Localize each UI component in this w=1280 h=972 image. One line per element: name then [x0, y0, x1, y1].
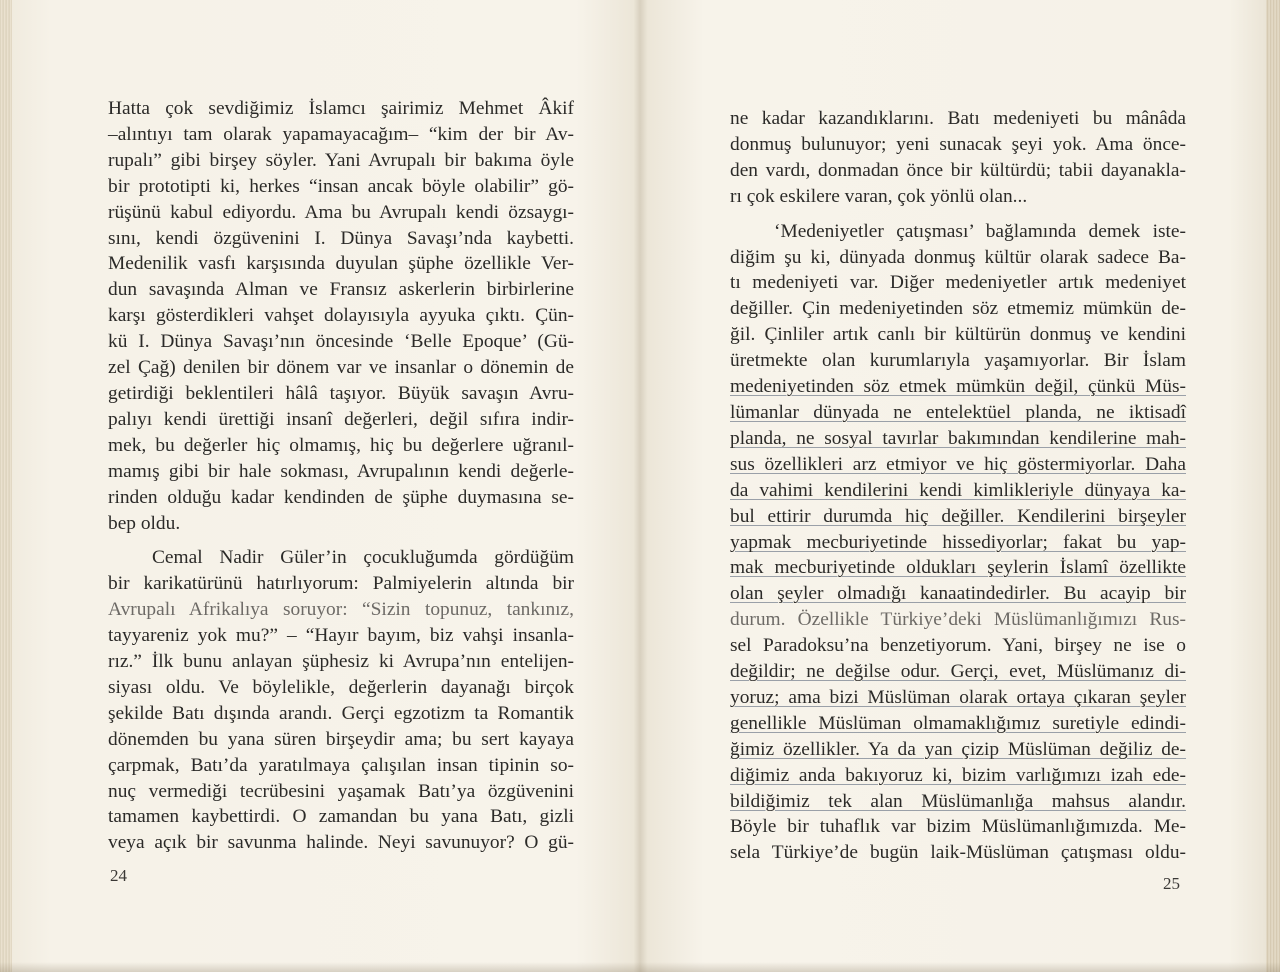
text-line: dun savaşında Alman ve Fransız askerlerin birbirlerine [108, 279, 574, 301]
right-page-edges [1266, 0, 1280, 972]
text-line: planda, ne sosyal tavırlar bakımından kendilerine mah- [730, 427, 1186, 449]
right-page-number: 25 [1163, 874, 1180, 893]
text-line: bul ettirir durumda hiç değiller. Kendilerini birşeyler [730, 505, 1186, 527]
text-line: rüşünü kabul ediyordu. Ama bu Avrupalı kendi özsaygı- [108, 201, 574, 223]
text-line: rız.” İlk bunu anlayan şüphesiz ki Avrupa’nın entelijen- [108, 651, 574, 673]
left-page-number: 24 [110, 866, 127, 885]
text-line: yapmak mecburiyetinde hissediyorlar; fakat bu yap- [730, 531, 1186, 553]
text-line: getirdiği beklentileri hâlâ taşıyor. Büyük savaşın Avru- [108, 382, 574, 404]
left-paragraph-2 [108, 545, 574, 856]
text-line: rinden olduğu kadar kendinden de şüphe duymasına se- [108, 486, 574, 508]
text-line: rupalı” gibi birşey söyler. Yani Avrupalı bir bakıma öyle [108, 149, 574, 171]
text-line: bep oldu. [108, 512, 181, 534]
text-line: Medenilik vasfı karşısında duyulan şüphe özellikle Ver- [108, 253, 574, 275]
text-line: şekilde Batı dışında arandı. Gerçi egzotizm ta Romantik [108, 702, 574, 724]
text-line: ğil. Çinliler artık canlı bir kültürün donmuş ve kendini [730, 324, 1186, 346]
text-line: durum. Özellikle Türkiye’deki Müslümanlığımızı Rus- [730, 609, 1186, 631]
text-line: veya açık bir savunma halinde. Neyi savunuyor? O gü- [108, 832, 574, 854]
text-line: sela Türkiye’de bugün laik-Müslüman çatışması oldu- [730, 842, 1186, 864]
text-line: değildir; ne değilse odur. Gerçi, evet, Müslümanız di- [730, 661, 1186, 683]
text-line: bildiğimiz tek alan Müslümanlığa mahsus alandır. [730, 790, 1186, 812]
text-line: mamış gibi bir hale sokması, Avrupalının kendi değerle- [108, 460, 574, 482]
left-paragraph-1 [108, 96, 574, 536]
text-line: ğimiz özellikler. Ya da yan çizip Müslüman değiliz de- [730, 738, 1186, 760]
text-line: dönemden bu yana süren birşeydir ama; bu sert kayaya [108, 728, 574, 750]
text-line: –alıntıyı tam olarak yapamayacağım– “kim der bir Av- [108, 123, 574, 145]
text-line: ne kadar kazandıklarını. Batı medeniyeti bu mânâda [730, 108, 1186, 129]
text-line: mek, bu değerler hiç olmamış, hiç bu değerlere uğranıl- [108, 434, 574, 456]
text-line: sını, kendi özgüvenini I. Dünya Savaşı’nda kaybetti. [108, 227, 574, 249]
text-line: Avrupalı Afrikalıya soruyor: “Sizin topunuz, tankınız, [108, 599, 574, 621]
left-page-edges [0, 0, 12, 972]
text-line: genellikle Müslüman olmamaklığımız suretiyle edindi- [730, 712, 1186, 734]
text-line: nuç vermediği tecrübesini yaşamak Batı’ya özgüvenini [108, 780, 574, 802]
right-page-text [730, 106, 1186, 866]
text-line: zel Çağ) denilen bir dönem var ve insanlar o dönemin de [108, 357, 574, 379]
text-line: değiller. Çin medeniyetinden söz etmemiz mümkün de- [730, 298, 1186, 320]
bottom-shadow [0, 962, 1280, 972]
text-line: mak mecburiyetinde oldukları şeylerin İslamî özellikte [730, 557, 1186, 579]
left-page-text [108, 96, 574, 856]
text-line: üretmekte olan kurumlarıyla yaşamıyorlar. Bir İslam [730, 350, 1186, 372]
text-line: bir prototipti ki, herkes “insan ancak böyle olabilir” gö- [108, 175, 574, 197]
text-line: bir karikatürünü hatırlıyorum: Palmiyelerin altında bir [108, 573, 574, 595]
text-line: kü I. Dünya Savaşı’nın öncesinde ‘Belle Epoque’ (Gü- [108, 331, 574, 353]
text-line: sel Paradoksu’na benzetiyorum. Yani, birşey ne ise o [730, 635, 1186, 657]
text-line: sus özellikleri arz etmiyor ve hiç göstermiyorlar. Daha [730, 453, 1186, 475]
text-line: diğimiz anda bakıyoruz ki, bizim varlığımızı izah ede- [730, 764, 1186, 786]
text-line: karşı gösterdikleri vahşet dolayısıyla ayyuka çıktı. Çün- [108, 305, 574, 327]
text-line: olan şeyler olmadığı kanaatindedirler. Bu acayip bir [730, 583, 1186, 605]
text-line: tayyareniz yok mu?” – “Hayır bayım, biz vahşi insanla- [108, 625, 574, 647]
text-line: medeniyetinden söz etmek mümkün değil, çünkü Müs- [730, 376, 1186, 398]
text-line: diğim şu ki, dünyada donmuş kültür olarak sadece Ba- [730, 246, 1186, 268]
right-paragraph-1 [730, 106, 1186, 210]
text-line: den vardı, donmadan önce bir kültürdü; tabii dayanakla- [730, 159, 1186, 181]
text-line: tı medeniyeti var. Diğer medeniyetler artık medeniyet [730, 272, 1186, 294]
text-line: lümanlar dünyada ne entelektüel planda, ne iktisadî [730, 401, 1186, 423]
right-paragraph-2 [730, 219, 1186, 867]
text-line: donmuş bulunuyor; yeni sunacak şeyi yok. Ama önce- [730, 133, 1186, 155]
text-line: Cemal Nadir Güler’in çocukluğumda gördüğüm [152, 547, 574, 569]
text-line: ‘Medeniyetler çatışması’ bağlamında demek iste- [774, 220, 1186, 242]
text-line: Böyle bir tuhaflık var bizim Müslümanlığımızda. Me- [730, 816, 1186, 838]
text-line: siyası oldu. Ve böylelikle, değerlerin dayanağı birçok [108, 676, 574, 698]
text-line: da vahimi kendilerini kendi kimlikleriyle dünyaya ka- [730, 479, 1186, 501]
text-line: yoruz; ama bizi Müslüman olarak ortaya çıkaran şeyler [730, 686, 1186, 708]
text-line: tamamen kaybettirdi. O zamandan bu yana Batı, gizli [108, 806, 574, 828]
text-line: çarpmak, Batı’da yaratılmaya çalışılan insan tipinin so- [108, 754, 574, 776]
text-line: palıyı kendi ürettiği insanî değerleri, değil sıfıra indir- [108, 408, 574, 430]
text-line: Hatta çok sevdiğimiz İslamcı şairimiz Mehmet Âkif [108, 98, 574, 119]
text-line: rı çok eskilere varan, çok yönlü olan... [730, 185, 1028, 207]
